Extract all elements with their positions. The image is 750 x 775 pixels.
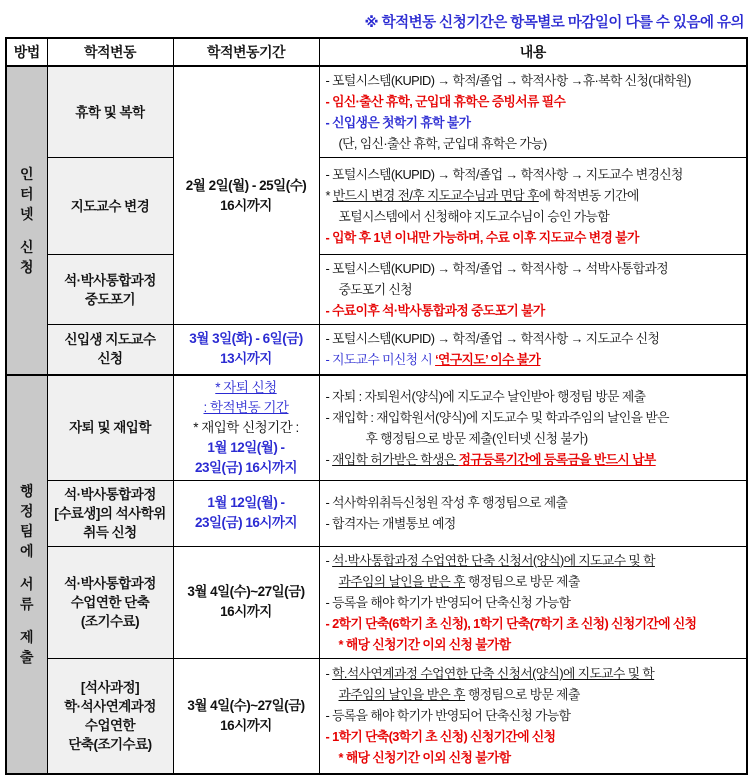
- category-line: 석·박사통합과정: [64, 272, 156, 288]
- text-run: - 포털시스템(KUPID) → 학적/졸업 → 학적사항 →휴·복학 신청(대학원): [325, 73, 691, 88]
- text-run: : 학적변동 기간: [203, 399, 289, 415]
- text-run: 반드시 변경 전/후 지도교수님과 면담 후: [332, 188, 539, 203]
- content-line: [326, 684, 743, 705]
- content-line: [326, 428, 743, 449]
- category-cell: [47, 480, 173, 546]
- table-row: [6, 66, 747, 158]
- text-run: 행정팀으로 방문 제출: [464, 687, 580, 703]
- text-run: ‘연구지도’ 이수 불가: [435, 352, 541, 368]
- content-cell: [319, 255, 747, 325]
- text-run: 정규등록기간에 등록금을 반드시 납부: [458, 451, 656, 467]
- text-run: 후 행정팀으로 방문 제출(인터넷 신청 불가): [365, 430, 588, 446]
- category-line: 석·박사통합과정: [64, 486, 156, 502]
- content-line: [326, 386, 743, 407]
- text-run: -: [325, 552, 333, 568]
- period-line: [176, 196, 317, 216]
- category-line: 학·석사연계과정: [64, 698, 156, 714]
- table-row: [6, 480, 747, 546]
- content-line: [326, 227, 743, 248]
- content-line: [326, 328, 743, 349]
- method-char: 청: [19, 258, 34, 275]
- text-run: * 자퇴 신청: [215, 379, 277, 395]
- content-cell: [319, 158, 747, 255]
- text-run: - 2학기 단축(6학기 초 신청), 1학기 단축(7학기 초 신청) 신청기간에 신청: [325, 615, 697, 631]
- method-char: 행: [19, 483, 34, 500]
- content-line: [326, 571, 743, 592]
- period-cell: [173, 325, 319, 375]
- category-cell: [47, 158, 173, 255]
- content-line: [326, 726, 743, 747]
- text-run: 16시까지: [220, 604, 272, 619]
- header-row: [6, 38, 747, 66]
- method-char: 팀: [19, 523, 34, 540]
- content-line: [326, 634, 743, 655]
- period-line: [176, 398, 317, 418]
- category-line: 신청: [97, 351, 123, 367]
- content-cell: [319, 480, 747, 546]
- content-line: [326, 185, 743, 206]
- method-cell: [6, 66, 47, 375]
- content-line: [326, 550, 743, 571]
- content-line: [326, 133, 743, 154]
- text-run: 과주임의 날인을 받은 후: [338, 687, 465, 703]
- content-cell: [319, 66, 747, 158]
- header-category: 학적변동: [47, 38, 173, 66]
- content-line: [326, 70, 743, 91]
- method-char: 넷: [19, 205, 34, 222]
- content-line: [326, 91, 743, 112]
- content-line: [326, 513, 743, 534]
- category-line: 수업연한 단축: [70, 594, 150, 610]
- text-run: 학.석사연계과정 수업연한 단축 신청서(양식)에 지도교수 및 학: [332, 666, 655, 682]
- text-run: - 석사학위취득신청원 작성 후 행정팀으로 제출: [325, 495, 568, 510]
- text-run: 23일(금) 16시까지: [195, 515, 297, 530]
- content-line: [326, 112, 743, 133]
- category-cell: [47, 375, 173, 481]
- table-row: [6, 158, 747, 255]
- text-run: - 포털시스템(KUPID) → 학적/졸업 → 학적사항 → 지도교수 신청: [325, 331, 660, 347]
- content-line: [326, 747, 743, 768]
- text-run: - 수료이후 석·박사통합과정 중도포기 불가: [325, 303, 545, 318]
- deadline-warning-note: ※ 학적변동 신청기간은 항목별로 마감일이 다를 수 있음에 유의: [364, 15, 744, 31]
- table-row: [6, 375, 747, 481]
- method-char: [7, 224, 47, 237]
- table-row: [6, 255, 747, 325]
- content-line: [326, 300, 743, 321]
- text-run: 2월 2일(월) - 25일(수): [185, 177, 307, 193]
- category-line: 석·박사통합과정: [64, 575, 156, 591]
- content-line: [326, 279, 743, 300]
- period-line: [176, 493, 317, 513]
- period-cell: [173, 375, 319, 481]
- text-run: - 등록을 해야 학기가 반영되어 단축신청 가능함: [325, 708, 571, 724]
- period-line: [176, 176, 317, 196]
- category-line: 신입생 지도교수: [64, 332, 156, 348]
- text-run: * 해당 신청기간 이외 신청 불가함: [338, 750, 511, 766]
- text-run: 과주임의 날인을 받은 후: [338, 573, 465, 589]
- content-cell: [319, 325, 747, 375]
- category-line: 지도교수 변경: [70, 198, 150, 214]
- text-run: 재입학 허가받은 학생은: [332, 451, 459, 467]
- method-char: 에: [19, 543, 34, 560]
- period-line: [176, 329, 317, 349]
- text-run: 16시까지: [220, 717, 272, 733]
- period-line: [176, 438, 317, 458]
- text-run: -: [325, 666, 333, 682]
- period-line: [176, 696, 317, 716]
- text-run: - 합격자는 개별통보 예정: [325, 516, 456, 531]
- category-cell: [47, 66, 173, 158]
- academic-change-schedule-table: [5, 37, 748, 775]
- text-run: 3월 4일(수)~27일(금): [187, 584, 305, 599]
- category-line: 취득 신청: [83, 524, 137, 540]
- text-run: 1월 12일(월) -: [207, 439, 285, 455]
- content-line: [326, 206, 743, 227]
- text-run: * 해당 신청기간 이외 신청 불가함: [338, 636, 511, 652]
- content-line: [326, 492, 743, 513]
- text-run: - 지도교수 미신청 시: [325, 352, 436, 368]
- period-cell: [173, 658, 319, 774]
- method-char: 서: [19, 576, 34, 593]
- period-cell: [173, 546, 319, 658]
- period-line: [176, 513, 317, 533]
- category-line: [수료생]의 석사학위: [54, 505, 166, 521]
- header-content: 내용: [319, 38, 747, 66]
- content-line: [326, 449, 743, 470]
- period-line: [176, 716, 317, 736]
- category-cell: [47, 325, 173, 375]
- period-line: [176, 582, 317, 602]
- period-line: [176, 602, 317, 622]
- content-line: [326, 705, 743, 726]
- method-char: [7, 614, 47, 627]
- method-char: 류: [19, 596, 34, 613]
- text-run: (단, 임신·출산 휴학, 군입대 휴학은 가능): [338, 136, 547, 151]
- text-run: - 재입학 : 재입학원서(양식)에 지도교수 및 학과주임의 날인을 받은: [325, 409, 669, 425]
- method-char: [7, 561, 47, 574]
- content-line: [326, 613, 743, 634]
- header-period: 학적변동기간: [173, 38, 319, 66]
- method-char: 제: [19, 629, 34, 646]
- content-cell: [319, 546, 747, 658]
- method-char: 출: [19, 649, 34, 666]
- period-line: [176, 458, 317, 478]
- category-cell: [47, 658, 173, 774]
- content-cell: [319, 658, 747, 774]
- content-cell: [319, 375, 747, 481]
- table-row: [6, 658, 747, 774]
- method-char: 터: [19, 185, 34, 202]
- text-run: - 신입생은 첫학기 휴학 불가: [325, 115, 471, 130]
- text-run: - 자퇴 : 자퇴원서(양식)에 지도교수 날인받아 행정팀 방문 제출: [325, 388, 646, 404]
- text-run: 23일(금) 16시까지: [195, 459, 297, 475]
- table-row: [6, 325, 747, 375]
- text-run: 16시까지: [220, 197, 272, 213]
- category-line: 휴학 및 복학: [75, 104, 145, 120]
- table-header: [6, 38, 747, 66]
- method-char: 정: [19, 503, 34, 520]
- content-line: [326, 407, 743, 428]
- category-line: 자퇴 및 재입학: [69, 420, 151, 435]
- text-run: - 임신·출산 휴학, 군입대 휴학은 증빙서류 필수: [325, 94, 566, 109]
- category-line: 단축(조기수료): [68, 736, 152, 752]
- period-line: [176, 378, 317, 398]
- text-run: - 포털시스템(KUPID) → 학적/졸업 → 학적사항 → 지도교수 변경신청: [325, 167, 683, 182]
- period-cell: [173, 66, 319, 325]
- method-cell: [6, 375, 47, 775]
- category-cell: [47, 255, 173, 325]
- text-run: 3월 4일(수)~27일(금): [187, 697, 305, 713]
- content-line: [326, 663, 743, 684]
- text-run: - 입학 후 1년 이내만 가능하며, 수료 이후 지도교수 변경 불가: [325, 230, 639, 245]
- text-run: *: [325, 188, 333, 203]
- text-run: 행정팀으로 방문 제출: [464, 573, 580, 589]
- text-run: 에 학적변동 기간에: [538, 188, 639, 203]
- text-run: 중도포기 신청: [338, 282, 413, 297]
- text-run: - 등록을 해야 학기가 반영되어 단축신청 가능함: [325, 594, 571, 610]
- text-run: 13시까지: [220, 351, 272, 367]
- text-run: 1월 12일(월) -: [207, 495, 285, 510]
- method-char: 인: [19, 165, 34, 182]
- table-row: [6, 546, 747, 658]
- text-run: 포털시스템에서 신청해야 지도교수님이 승인 가능함: [338, 209, 610, 224]
- schedule-table-body: [6, 66, 747, 774]
- content-line: [326, 349, 743, 370]
- text-run: 3월 3일(화) - 6일(금): [189, 331, 303, 347]
- category-line: 수업연한: [84, 717, 136, 733]
- header-method: 방법: [6, 38, 47, 66]
- text-run: - 포털시스템(KUPID) → 학적/졸업 → 학적사항 → 석박사통합과정: [325, 261, 669, 276]
- category-line: [석사과정]: [80, 679, 140, 695]
- content-line: [326, 164, 743, 185]
- category-cell: [47, 546, 173, 658]
- text-run: * 재입학 신청기간 :: [193, 419, 299, 435]
- period-line: [176, 418, 317, 438]
- text-run: -: [325, 451, 333, 467]
- period-line: [176, 349, 317, 369]
- content-line: [326, 258, 743, 279]
- category-line: 중도포기: [84, 291, 136, 307]
- method-char: 신: [19, 238, 34, 255]
- text-run: - 1학기 단축(3학기 초 신청) 신청기간에 신청: [325, 729, 556, 745]
- text-run: 석·박사통합과정 수업연한 단축 신청서(양식)에 지도교수 및 학: [332, 552, 655, 568]
- content-line: [326, 592, 743, 613]
- period-cell: [173, 480, 319, 546]
- category-line: (조기수료): [80, 613, 140, 629]
